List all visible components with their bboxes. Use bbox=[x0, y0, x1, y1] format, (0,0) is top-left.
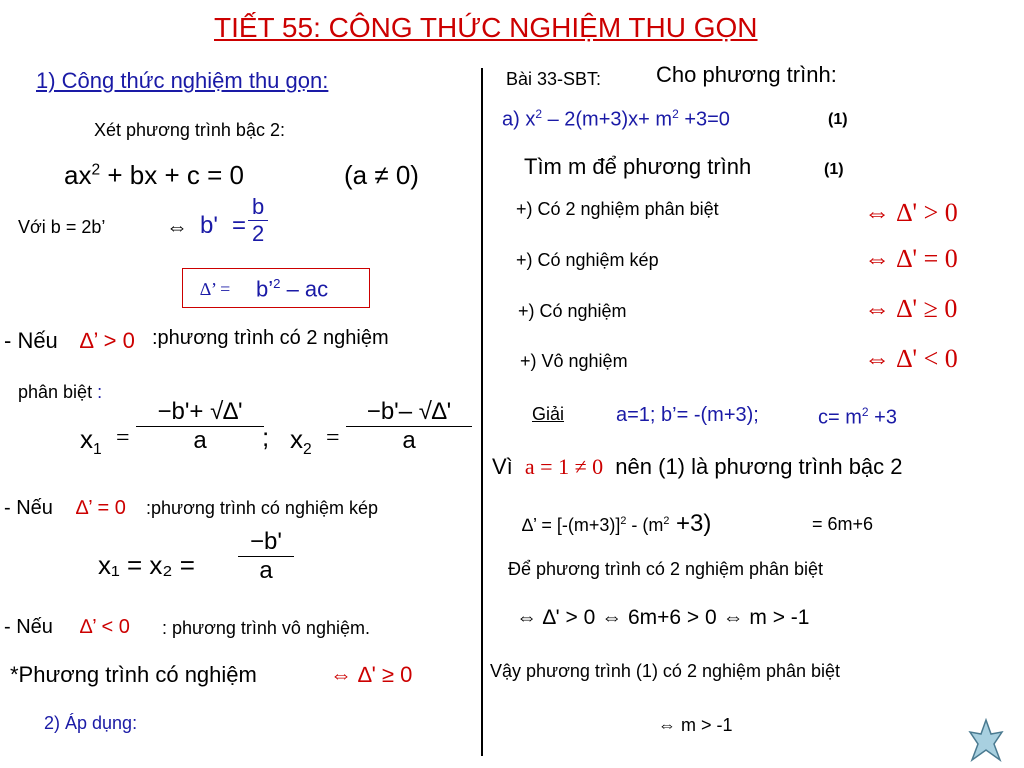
bprime-denominator: 2 bbox=[252, 221, 265, 246]
x1-denominator: a bbox=[193, 427, 207, 454]
delta-calc-exp2: 2 bbox=[663, 515, 670, 527]
equation-rest: + bx + c = 0 bbox=[100, 160, 244, 190]
find-m-ref: (1) bbox=[824, 161, 844, 178]
equiv-icon: ⇔ bbox=[166, 214, 188, 239]
case1-colon: : bbox=[97, 382, 103, 402]
condition-text: Để phương trình có 2 nghiệm phân biệt bbox=[508, 559, 824, 579]
double-root-numerator: −b' bbox=[250, 528, 282, 555]
case3-text: : phương trình vô nghiệm. bbox=[162, 618, 370, 638]
since-post: nên (1) là phương trình bậc 2 bbox=[615, 454, 903, 479]
bprime-numerator: b bbox=[252, 194, 265, 219]
eq-a-exp: 2 bbox=[535, 107, 543, 121]
delta-value-pre: b’ bbox=[256, 276, 274, 302]
eq-a-end: +3=0 bbox=[678, 108, 730, 131]
equation-condition: (a ≠ 0) bbox=[344, 160, 419, 190]
case3-prefix: - Nếu bbox=[4, 616, 53, 638]
x1-numerator: −b'+ √∆' bbox=[157, 398, 243, 425]
delta-calculation bbox=[522, 512, 711, 536]
delta-result: = 6m+6 bbox=[812, 514, 874, 534]
delta-value-exp: 2 bbox=[273, 276, 281, 291]
delta-calc-mid: - (m bbox=[626, 515, 664, 535]
section-heading-formula: 1) Công thức nghiệm thu gọn: bbox=[36, 68, 329, 93]
case1-condition: ∆’ > 0 bbox=[80, 328, 135, 353]
delta-calc-exp: 2 bbox=[620, 515, 627, 527]
case1-prefix: - Nếu bbox=[4, 328, 58, 353]
with-b-text: Với b = 2b’ bbox=[18, 217, 106, 237]
delta-label: ∆’ = bbox=[200, 279, 231, 299]
find-m-text: Tìm m để phương trình bbox=[524, 154, 752, 179]
eq-a-exp2: 2 bbox=[672, 107, 679, 121]
double-root-label: x₁ = x₂ = bbox=[98, 550, 195, 580]
x2-fraction bbox=[346, 400, 472, 453]
double-root-denominator: a bbox=[259, 557, 273, 584]
bprime-symbol: b' bbox=[200, 212, 218, 239]
semicolon: ; bbox=[262, 422, 270, 452]
case-item: +) Có nghiệm kép bbox=[516, 250, 659, 270]
section-heading-apply: 2) Áp dụng: bbox=[44, 713, 138, 733]
solution-c-pre: c= m bbox=[818, 406, 862, 429]
since-pre: Vì bbox=[492, 454, 513, 479]
general-equation bbox=[64, 162, 244, 188]
delta-calc-end: +3) bbox=[669, 510, 712, 537]
case-item: +) Có nghiệm bbox=[518, 301, 627, 321]
x2-equals: = bbox=[326, 425, 340, 451]
case-item-condition: ⇔ ∆' ≥ 0 bbox=[864, 294, 958, 323]
case1-text2 bbox=[18, 383, 102, 401]
case2-prefix: - Nếu bbox=[4, 497, 53, 519]
case3-condition: ∆’ < 0 bbox=[80, 616, 130, 638]
exercise-equation bbox=[502, 108, 730, 130]
condition-chain: ⇔ ∆' > 0 ⇔ 6m+6 > 0 ⇔ m > -1 bbox=[516, 606, 810, 629]
x2-denominator: a bbox=[402, 427, 416, 454]
case1-text2-label: phân biệt bbox=[18, 382, 93, 402]
solution-c-exp: 2 bbox=[861, 405, 869, 419]
case-item-condition: ⇔ ∆' > 0 bbox=[864, 198, 958, 227]
x2-numerator: −b'– √∆' bbox=[366, 398, 452, 425]
x2-var: x bbox=[290, 424, 303, 454]
intro-text: Xét phương trình bậc 2: bbox=[94, 120, 285, 140]
x1-fraction bbox=[136, 400, 264, 453]
conclusion-text: Vậy phương trình (1) có 2 nghiệm phân biệt bbox=[490, 661, 841, 681]
case-item: +) Có 2 nghiệm phân biệt bbox=[516, 199, 719, 219]
x1-label bbox=[80, 426, 102, 458]
eq-a-mid: – 2(m+3)x+ m bbox=[542, 108, 673, 131]
equals-sign: = bbox=[232, 212, 247, 239]
eq-a-pre: a) x bbox=[502, 108, 536, 131]
since-text bbox=[492, 456, 903, 478]
solution-c-end: +3 bbox=[868, 406, 897, 429]
solution-c bbox=[818, 406, 897, 428]
case-item-condition: ⇔ ∆' = 0 bbox=[864, 244, 958, 273]
equation-ax: ax bbox=[64, 160, 92, 190]
exercise-ref: (1) bbox=[828, 111, 848, 128]
conclusion-chain: ⇔ m > -1 bbox=[658, 715, 733, 735]
double-root-fraction bbox=[238, 530, 294, 583]
delta-value-post: – ac bbox=[280, 276, 329, 302]
has-root-condition: ⇔ ∆' ≥ 0 bbox=[330, 662, 413, 687]
case-item: +) Vô nghiệm bbox=[520, 351, 628, 371]
case2-condition: ∆’ = 0 bbox=[76, 497, 126, 519]
bprime-fraction bbox=[248, 196, 268, 245]
since-math: a = 1 ≠ 0 bbox=[524, 454, 604, 479]
x2-index: 2 bbox=[303, 441, 312, 459]
delta-value bbox=[256, 277, 328, 300]
column-divider bbox=[481, 68, 483, 756]
case2-text: :phương trình có nghiệm kép bbox=[146, 498, 378, 518]
has-root-text: *Phương trình có nghiệm bbox=[10, 662, 257, 687]
exercise-label: Bài 33-SBT: bbox=[506, 69, 602, 89]
case1-text: :phương trình có 2 nghiệm bbox=[152, 327, 389, 349]
solution-coefficients: a=1; b’= -(m+3); bbox=[616, 404, 759, 426]
x1-index: 1 bbox=[93, 441, 102, 459]
x2-label bbox=[290, 426, 312, 458]
case-item-condition: ⇔ ∆' < 0 bbox=[864, 344, 958, 373]
x1-var: x bbox=[80, 424, 93, 454]
page-title: TIẾT 55: CÔNG THỨC NGHIỆM THU GỌN bbox=[214, 12, 758, 43]
delta-calc-pre: ∆’ = [-(m+3)] bbox=[522, 515, 621, 535]
exercise-text: Cho phương trình: bbox=[656, 62, 837, 87]
x1-equals: = bbox=[116, 425, 130, 451]
equation-exp: 2 bbox=[91, 161, 101, 179]
solution-label: Giải bbox=[532, 404, 565, 424]
star-icon[interactable] bbox=[968, 718, 1004, 762]
